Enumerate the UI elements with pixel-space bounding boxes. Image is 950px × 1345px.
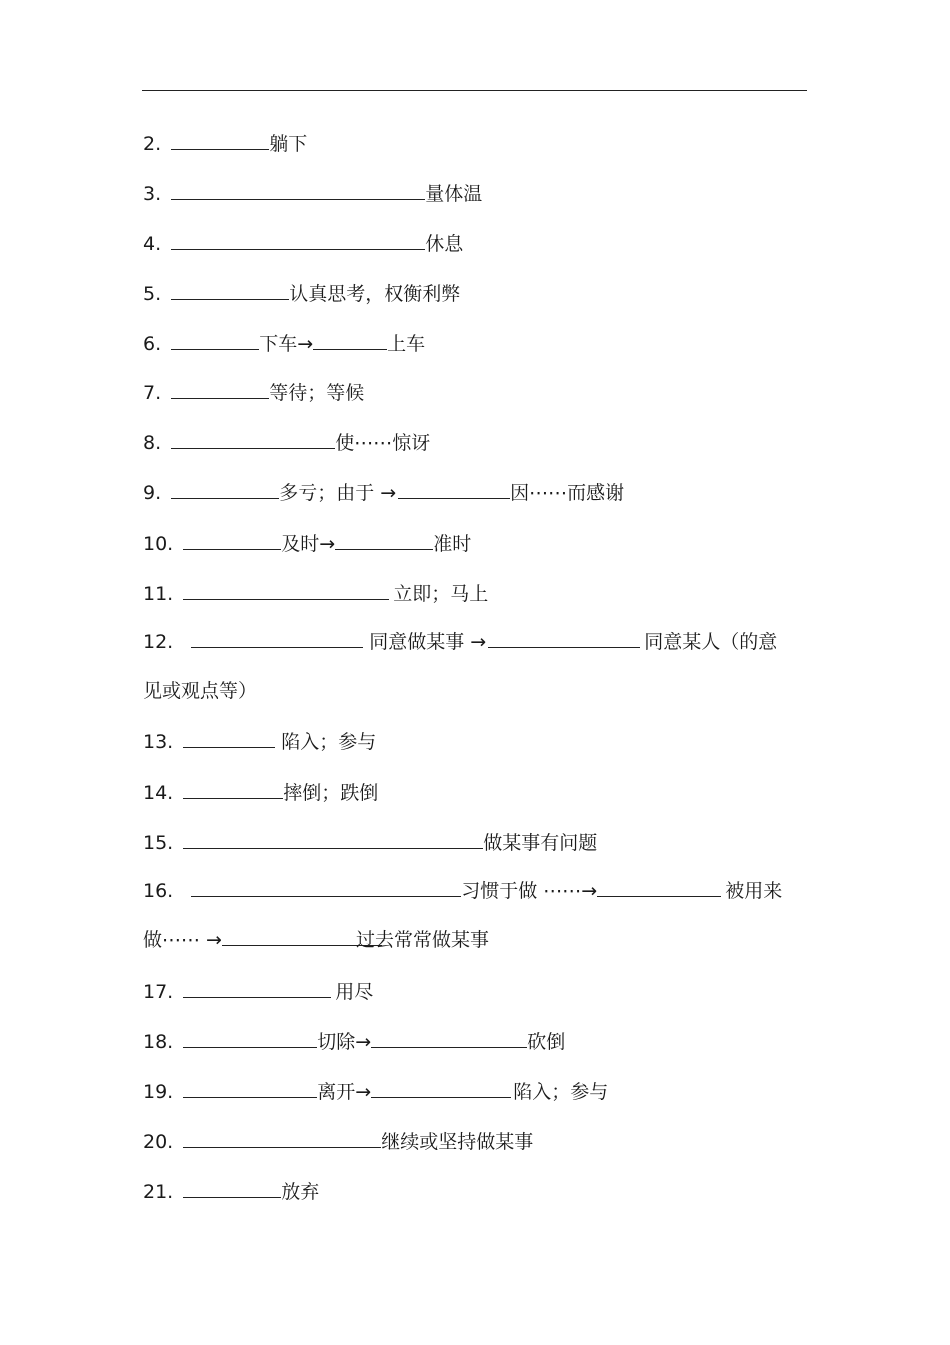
item-number: 3. bbox=[143, 183, 162, 205]
item-number: 2. bbox=[143, 133, 162, 155]
continuation-text-pre: 做⋯⋯ → bbox=[143, 929, 222, 951]
list-item bbox=[143, 1180, 319, 1204]
item-text-2: 同意某人（的意 bbox=[644, 631, 778, 653]
item-text: 做某事有问题 bbox=[483, 832, 598, 854]
item-number: 5. bbox=[143, 283, 162, 305]
item-text: 认真思考，权衡利弊 bbox=[289, 283, 461, 305]
list-item bbox=[143, 831, 597, 855]
list-item bbox=[143, 132, 307, 156]
answer-blank[interactable] bbox=[183, 731, 275, 748]
item-text: 放弃 bbox=[281, 1181, 320, 1203]
answer-blank[interactable] bbox=[171, 183, 425, 200]
answer-blank[interactable] bbox=[183, 583, 389, 600]
answer-blank[interactable] bbox=[191, 631, 363, 648]
item-text: 躺下 bbox=[269, 133, 308, 155]
item-text: 继续或坚持做某事 bbox=[381, 1131, 534, 1153]
item-number: 15. bbox=[143, 832, 174, 854]
item-text: 多亏；由于 → bbox=[279, 482, 397, 504]
item-text-2: 上车 bbox=[387, 333, 426, 355]
continuation-text-post: 过去常常做某事 bbox=[355, 929, 489, 951]
item-text: 等待；等候 bbox=[269, 382, 365, 404]
answer-blank[interactable] bbox=[171, 283, 289, 300]
list-item bbox=[143, 431, 430, 455]
item-number: 17. bbox=[143, 981, 174, 1003]
item-text: 离开→ bbox=[317, 1081, 372, 1103]
answer-blank[interactable] bbox=[183, 1131, 381, 1148]
list-item bbox=[143, 582, 488, 606]
answer-blank[interactable] bbox=[183, 533, 281, 550]
list-item bbox=[143, 1130, 533, 1154]
item-text-2: 被用来 bbox=[725, 880, 783, 902]
item-text: 切除→ bbox=[317, 1031, 372, 1053]
item-text-2: 砍倒 bbox=[527, 1031, 566, 1053]
item-text: 用尽 bbox=[335, 981, 374, 1003]
answer-blank[interactable] bbox=[371, 1031, 527, 1048]
item-number: 9. bbox=[143, 482, 162, 504]
answer-blank[interactable] bbox=[191, 880, 461, 897]
answer-blank[interactable] bbox=[183, 1031, 317, 1048]
list-item bbox=[143, 532, 471, 556]
answer-blank[interactable] bbox=[183, 981, 331, 998]
answer-blank[interactable] bbox=[398, 482, 510, 499]
item-text-2: 因⋯⋯而感谢 bbox=[510, 482, 625, 504]
item-number: 14. bbox=[143, 782, 174, 804]
list-item bbox=[143, 232, 463, 256]
answer-blank[interactable] bbox=[171, 432, 335, 449]
list-item bbox=[143, 182, 482, 206]
list-item bbox=[143, 879, 782, 903]
list-item bbox=[143, 282, 460, 306]
item-number: 10. bbox=[143, 533, 174, 555]
answer-blank[interactable] bbox=[335, 533, 433, 550]
answer-blank[interactable] bbox=[488, 631, 640, 648]
item-number: 11. bbox=[143, 583, 174, 605]
item-text: 陷入；参与 bbox=[281, 731, 377, 753]
list-item bbox=[143, 1030, 565, 1054]
list-item-continuation bbox=[143, 928, 489, 952]
item-text: 休息 bbox=[425, 233, 464, 255]
item-text: 下车→ bbox=[259, 333, 314, 355]
list-item bbox=[143, 381, 364, 405]
item-number: 19. bbox=[143, 1081, 174, 1103]
item-text-2: 陷入；参与 bbox=[513, 1081, 609, 1103]
list-item bbox=[143, 980, 373, 1004]
item-number: 7. bbox=[143, 382, 162, 404]
item-number: 18. bbox=[143, 1031, 174, 1053]
item-text: 及时→ bbox=[281, 533, 336, 555]
answer-blank[interactable] bbox=[171, 233, 425, 250]
answer-blank[interactable] bbox=[171, 333, 259, 350]
item-text: 摔倒；跌倒 bbox=[283, 782, 379, 804]
item-text: 习惯于做 ⋯⋯→ bbox=[461, 880, 598, 902]
answer-blank[interactable] bbox=[171, 133, 269, 150]
header-rule bbox=[142, 90, 807, 91]
list-item bbox=[143, 630, 777, 654]
answer-blank[interactable] bbox=[183, 832, 483, 849]
list-item bbox=[143, 332, 425, 356]
item-number: 20. bbox=[143, 1131, 174, 1153]
item-number: 6. bbox=[143, 333, 162, 355]
list-item-continuation: 见或观点等） bbox=[143, 680, 258, 702]
list-item bbox=[143, 481, 624, 505]
answer-blank[interactable] bbox=[171, 382, 269, 399]
item-number: 21. bbox=[143, 1181, 174, 1203]
item-number: 8. bbox=[143, 432, 162, 454]
item-number: 12. bbox=[143, 631, 174, 653]
answer-blank[interactable] bbox=[597, 880, 721, 897]
list-item bbox=[143, 781, 378, 805]
item-text: 立即；马上 bbox=[393, 583, 489, 605]
item-number: 16. bbox=[143, 880, 174, 902]
item-text: 量体温 bbox=[425, 183, 483, 205]
answer-blank[interactable] bbox=[183, 782, 283, 799]
answer-blank[interactable] bbox=[171, 482, 279, 499]
list-item bbox=[143, 1080, 608, 1104]
item-text: 同意做某事 → bbox=[369, 631, 487, 653]
answer-blank[interactable] bbox=[371, 1081, 511, 1098]
item-number: 13. bbox=[143, 731, 174, 753]
item-text: 使⋯⋯惊讶 bbox=[335, 432, 431, 454]
item-text-2: 准时 bbox=[433, 533, 472, 555]
answer-blank[interactable] bbox=[313, 333, 387, 350]
answer-blank[interactable] bbox=[183, 1181, 281, 1198]
list-item bbox=[143, 730, 376, 754]
item-number: 4. bbox=[143, 233, 162, 255]
answer-blank[interactable] bbox=[183, 1081, 317, 1098]
